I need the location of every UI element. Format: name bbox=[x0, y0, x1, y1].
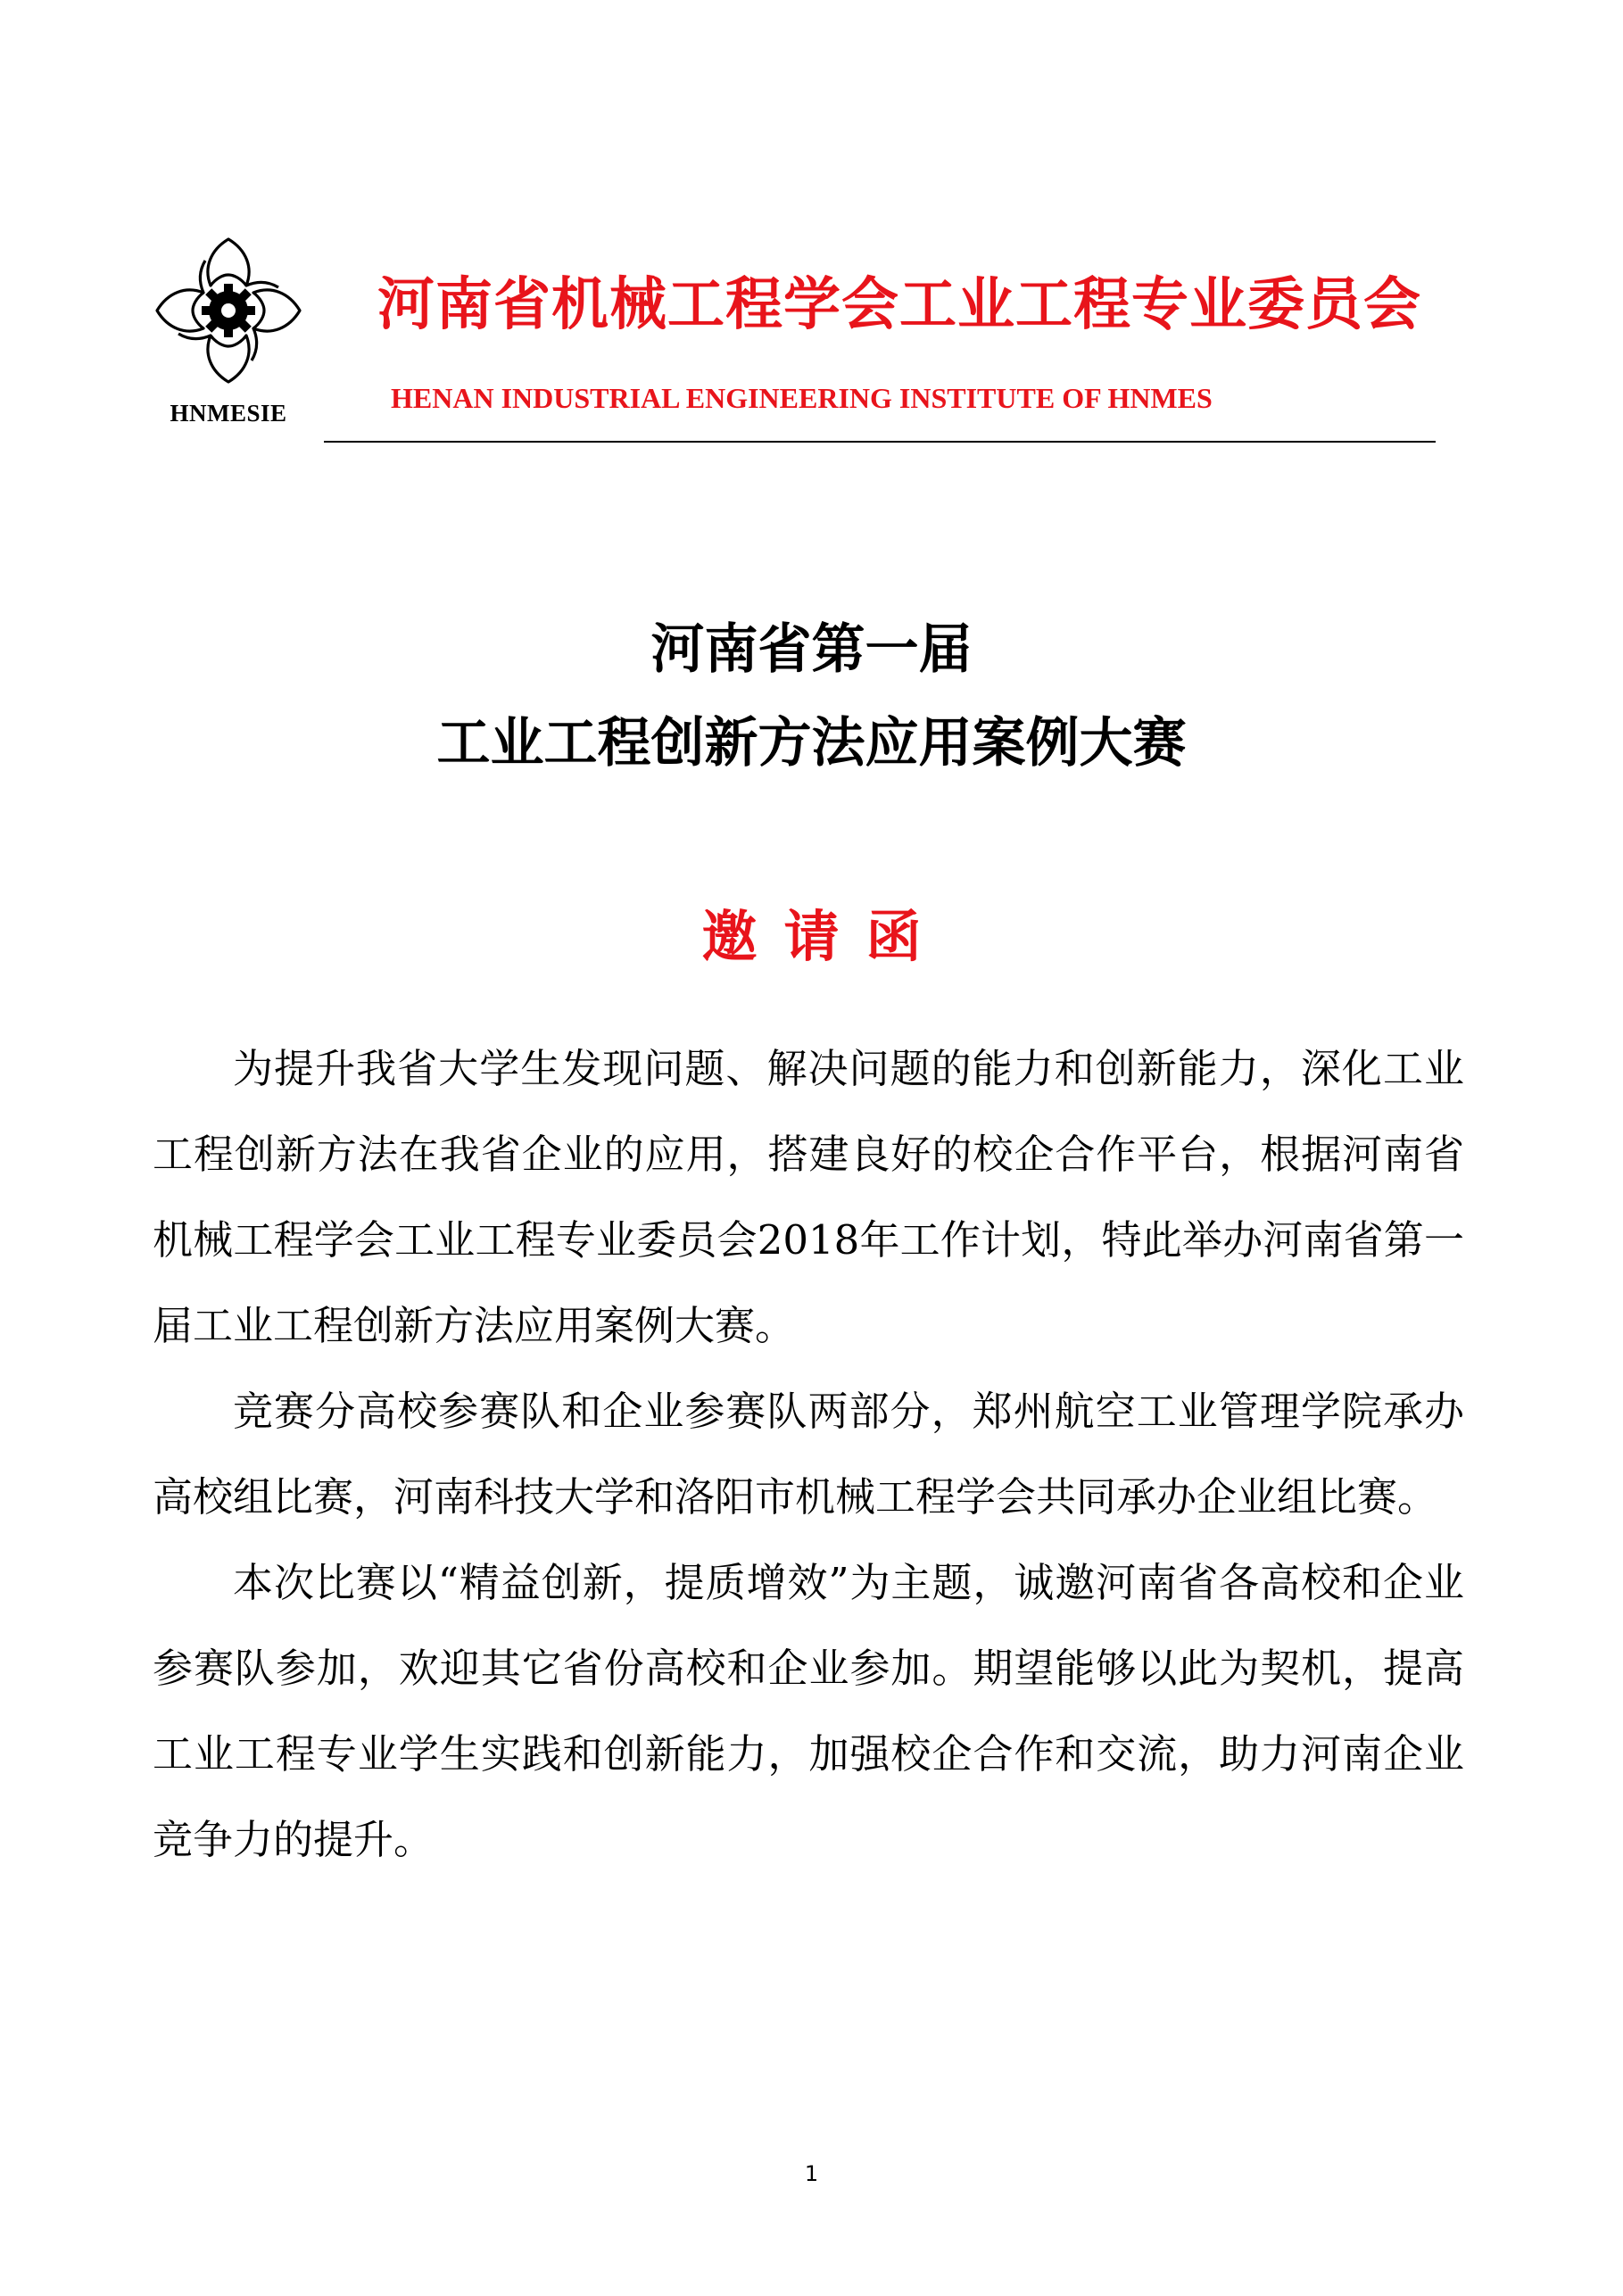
hnmesie-logo bbox=[153, 234, 303, 387]
paragraph-2: 竞赛分高校参赛队和企业参赛队两部分，郑州航空工业管理学院承办高校组比赛，河南科技大学和洛阳市机械工程学会共同承办企业组比赛。 bbox=[153, 1388, 1464, 1521]
header-divider bbox=[324, 441, 1436, 443]
paragraph-1: 为提升我省大学生发现问题、解决问题的能力和创新能力，深化工业工程创新方法在我省企业的应用，搭建良好的校企合作平台，根据河南省机械工程学会工业工程专业委员会2018年工作计划，特此举办河南省第一届工业工程创新方法应用案例大赛。 bbox=[153, 1045, 1464, 1349]
paragraph-3: 本次比赛以“精益创新，提质增效”为主题，诚邀河南省各高校和企业参赛队参加，欢迎其它省份高校和企业参加。期望能够以此为契机，提高工业工程专业学生实践和创新能力，加强校企合作和交流，助力河南企业竞争力的提升。 bbox=[153, 1559, 1464, 1863]
logo-text: HNMESIE bbox=[170, 400, 287, 427]
page-number: 1 bbox=[804, 2161, 819, 2186]
title-line-1: 河南省第一届 bbox=[650, 618, 973, 681]
org-name-en: HENAN INDUSTRIAL ENGINEERING INSTITUTE OF HNMES bbox=[391, 382, 1213, 414]
gear-flower-logo-icon bbox=[153, 234, 303, 387]
body-text bbox=[153, 1026, 1464, 1883]
org-name-cn: 河南省机械工程学会工业工程专业委员会 bbox=[377, 271, 1421, 338]
title-line-2: 工业工程创新方法应用案例大赛 bbox=[436, 712, 1187, 775]
invitation-heading: 邀请函 bbox=[701, 904, 948, 969]
